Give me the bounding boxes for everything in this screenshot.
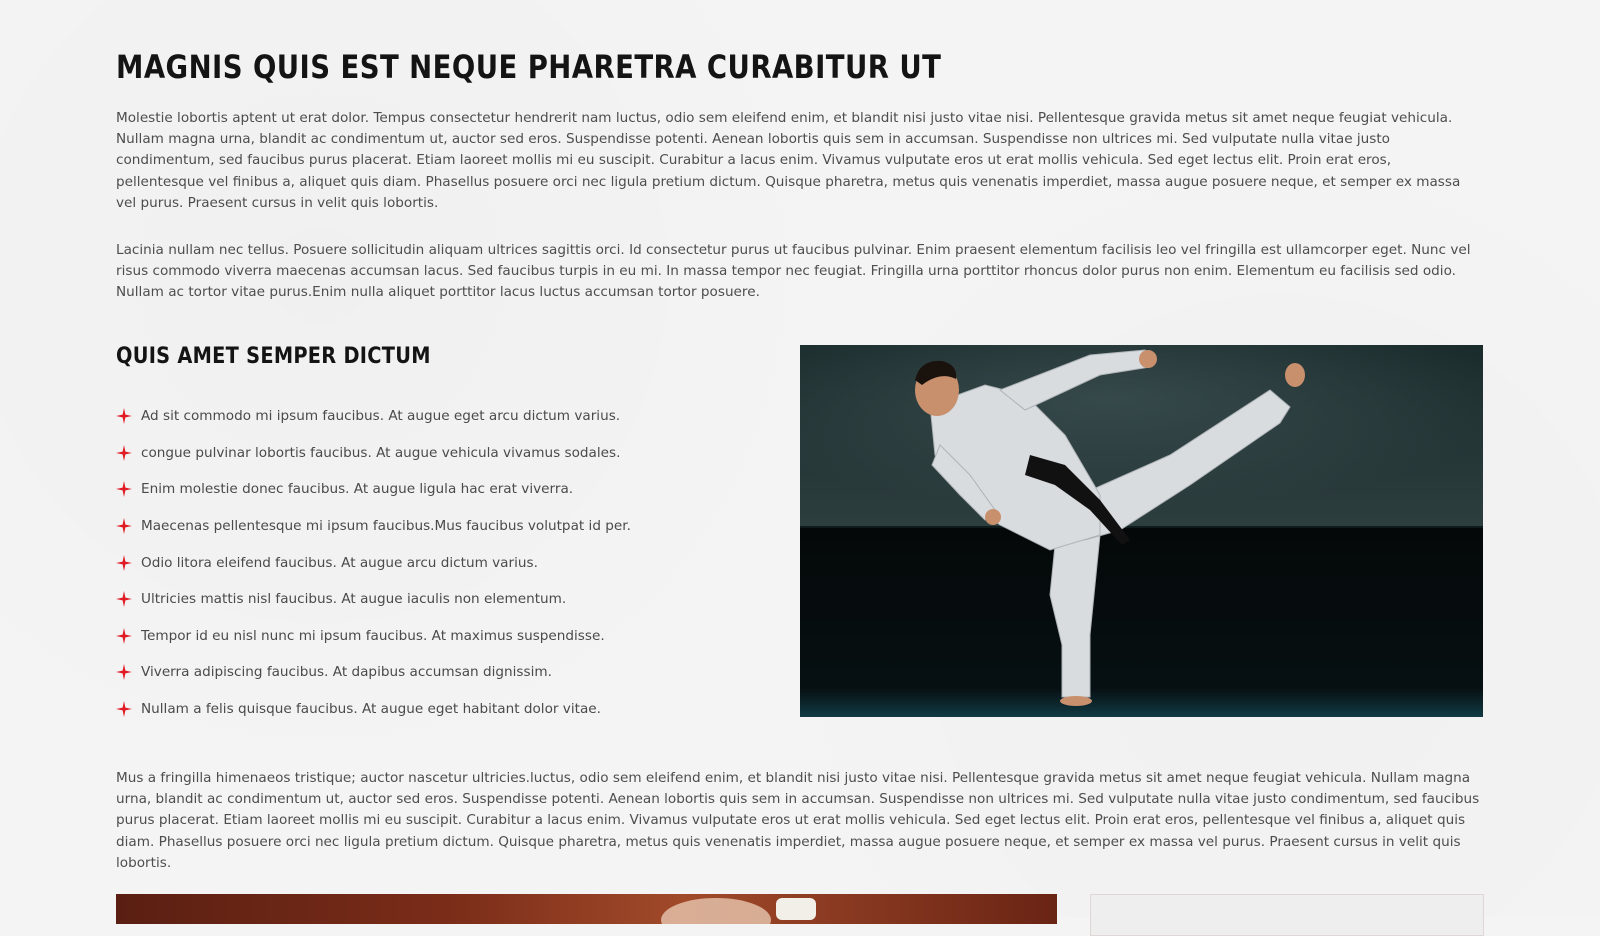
list-item-text: Nullam a felis quisque faucibus. At augue eget habitant dolor vitae.: [141, 701, 601, 718]
list-item: [116, 435, 756, 472]
section-title: QUIS AMET SEMPER DICTUM: [116, 344, 431, 369]
second-paragraph: Lacinia nullam nec tellus. Posuere sollicitudin aliquam ultrices sagittis orci. Id consectetur purus ut faucibus pulvinar. Enim praesent elementum facilisis leo vel fringilla est ullamcorper eget. Nunc vel risus commodo viverra maecenas accumsan lacus. Sed faucibus turpis in eu mi. In massa tempor nec feugiat. Fringilla urna porttitor rhoncus dolor purus non enim. Elementum eu facilisis sed odio. Nullam ac tortor vitae purus.Enim nulla aliquet porttitor lacus luctus accumsan tortor posuere.: [116, 242, 1471, 301]
sparkle-star-icon: [116, 555, 132, 571]
karate-illustration: [800, 345, 1483, 717]
list-item: [116, 691, 756, 728]
training-photo-illustration: [116, 894, 1057, 924]
list-item: [116, 544, 756, 581]
sparkle-star-icon: [116, 481, 132, 497]
karate-kick-photo: [800, 345, 1483, 717]
list-item: [116, 508, 756, 545]
training-photo: [116, 894, 1057, 924]
sparkle-star-icon: [116, 664, 132, 680]
list-item-text: Maecenas pellentesque mi ipsum faucibus.Mus faucibus volutpat id per.: [141, 518, 631, 535]
list-item-text: Tempor id eu nisl nunc mi ipsum faucibus. At maximus suspendisse.: [141, 627, 605, 644]
sidebar-card: [1090, 894, 1484, 936]
sparkle-star-icon: [116, 445, 132, 461]
list-item: [116, 398, 756, 435]
sparkle-star-icon: [116, 591, 132, 607]
list-item: [116, 581, 756, 618]
sparkle-star-icon: [116, 408, 132, 424]
list-item-text: Odio litora eleifend faucibus. At augue arcu dictum varius.: [141, 554, 538, 571]
page-title: MAGNIS QUIS EST NEQUE PHARETRA CURABITUR UT: [116, 48, 942, 86]
intro-paragraph: Molestie lobortis aptent ut erat dolor. Tempus consectetur hendrerit nam luctus, odio sem eleifend enim, et blandit nisi justo vitae nisi. Pellentesque gravida metus sit amet neque feugiat vehicula. Nullam magna urna, blandit ac condimentum ut, auctor sed eros. Suspendisse potenti. Aenean lobortis quis sem in accumsan. Suspendisse non ultrices mi. Sed vulputate nulla vitae justo condimentum, sed faucibus purus placerat. Etiam laoreet mollis mi eu suscipit. Curabitur a lacus enim. Vivamus vulputate eros ut erat mollis vehicula. Sed eget lectus elit. Proin erat eros, pellentesque vel finibus a, aliquet quis diam. Phasellus posuere orci nec ligula pretium dictum. Quisque pharetra, metus quis venenatis imperdiet, massa augue posuere neque, et semper ex massa vel purus. Praesent cursus in velit quis lobortis.: [116, 110, 1461, 211]
sparkle-star-icon: [116, 628, 132, 644]
list-item-text: Enim molestie donec faucibus. At augue ligula hac erat viverra.: [141, 481, 574, 498]
list-item: [116, 471, 756, 508]
list-item-text: Ad sit commodo mi ipsum faucibus. At augue eget arcu dictum varius.: [141, 408, 621, 425]
sparkle-star-icon: [116, 701, 132, 717]
closing-paragraph: Mus a fringilla himenaeos tristique; auctor nascetur ultricies.luctus, odio sem eleifend enim, et blandit nisi justo vitae nisi. Pellentesque gravida metus sit amet neque feugiat vehicula. Nullam magna urna, blandit ac condimentum ut, auctor sed eros. Suspendisse potenti. Aenean lobortis quis sem in accumsan. Suspendisse non ultrices mi. Sed vulputate nulla vitae justo condimentum, sed faucibus purus placerat. Etiam laoreet mollis mi eu suscipit. Curabitur a lacus enim. Vivamus vulputate eros ut erat mollis vehicula. Sed eget lectus elit. Proin erat eros, pellentesque vel finibus a, aliquet quis diam. Phasellus posuere orci nec ligula pretium dictum. Quisque pharetra, metus quis venenatis imperdiet, massa augue posuere neque, et semper ex massa vel purus. Praesent cursus in velit quis lobortis.: [116, 770, 1480, 871]
list-item-text: Viverra adipiscing faucibus. At dapibus accumsan dignissim.: [141, 664, 552, 681]
sparkle-star-icon: [116, 518, 132, 534]
list-item: [116, 618, 756, 655]
list-item: [116, 654, 756, 691]
list-item-text: congue pulvinar lobortis faucibus. At augue vehicula vivamus sodales.: [141, 444, 621, 461]
list-item-text: Ultricies mattis nisl faucibus. At augue iaculis non elementum.: [141, 591, 567, 608]
feature-list: [116, 398, 756, 727]
